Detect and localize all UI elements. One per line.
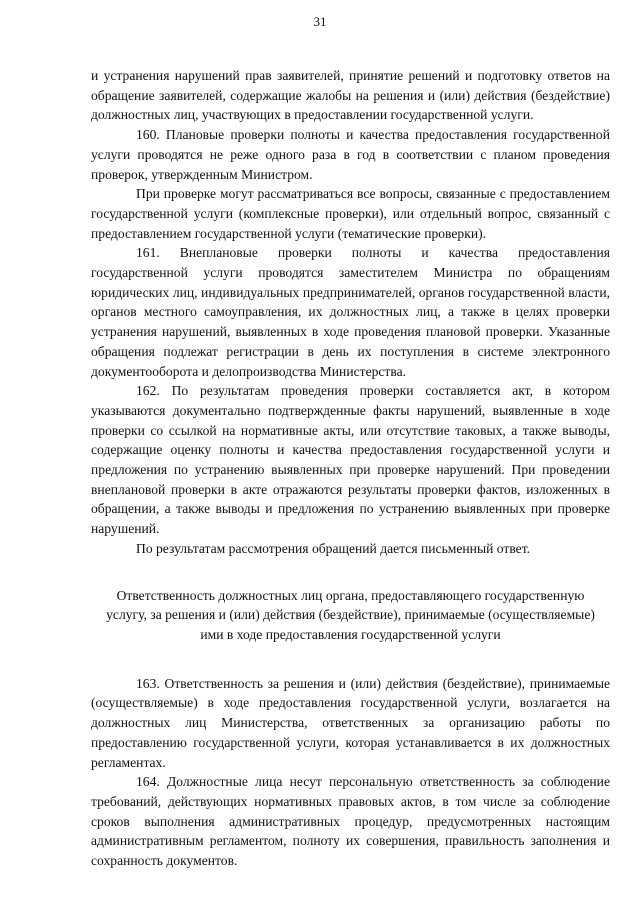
paragraph-continuation: и устранения нарушений прав заявителей, принятие решений и подготовку ответов на обращение заявителей, содержащие жалобы на решения и (или) действия (бездействие) должностных лиц, участвующих в предоставлении государственной услуги. — [91, 68, 610, 123]
document-body — [91, 66, 610, 871]
paragraph-162: 162. По результатам проведения проверки составляется акт, в котором указываются документально подтвержденные факты нарушений, выявленные в ходе проверки со ссылкой на нормативные акты, или отсутствие таковых, а также выводы, содержащие оценку полноты и качества предоставления государственной услуги и предложения по устранению выявленных при проверке нарушений. При проведении внеплановой проверки в акте отражаются результаты проверки фактов, изложенных в обращении, а также выводы и предложения по устранению выявленных при проверке нарушений. — [91, 383, 610, 537]
paragraph-written-response: По результатам рассмотрения обращений дается письменный ответ. — [136, 540, 531, 556]
paragraph-164: 164. Должностные лица несут персональную ответственность за соблюдение требований, действующих нормативных правовых актов, в том числе за соблюдение сроков выполнения административных процедур, предусмотренных настоящим административным регламентом, полноту их совершения, правильность заполнения и сохранность документов. — [91, 774, 610, 869]
paragraph-161: 161. Внеплановые проверки полноты и качества предоставления государственной услуги проводятся заместителем Министра по обращениям юридических лиц, индивидуальных предпринимателей, органов государственной власти, органов местного самоуправления, их должностных лиц, а также в целях проверки устранения нарушений, выявленных в ходе проведения плановой проверки. Указанные обращения подлежат регистрации в день их поступления в системе электронного документооборота и делопроизводства Министерства. — [91, 245, 610, 379]
page-number: 31 — [313, 14, 327, 29]
paragraph-comprehensive-checks: При проверке могут рассматриваться все вопросы, связанные с предоставлением государственной услуги (комплексные проверки), или отдельный вопрос, связанный с предоставлением государственной услуги (тематические проверки). — [91, 186, 610, 241]
paragraph-163: 163. Ответственность за решения и (или) действия (бездействие), принимаемые (осуществляемые) в ходе предоставления государственной услуги, возлагается на должностных лиц Министерства, ответственных за организацию работы по предоставлению государственной услуги, которая устанавливается в их должностных регламентах. — [91, 675, 610, 770]
section-heading: Ответственность должностных лиц органа, предоставляющего государственную услугу, за решения и (или) действия (бездействие), принимаемые (осуществляемые) ими в ходе предоставления государственной услуги — [106, 587, 595, 642]
paragraph-160: 160. Плановые проверки полноты и качества предоставления государственной услуги проводятся не реже одного раза в год в соответствии с планом проведения проверок, утвержденным Министром. — [91, 127, 610, 182]
